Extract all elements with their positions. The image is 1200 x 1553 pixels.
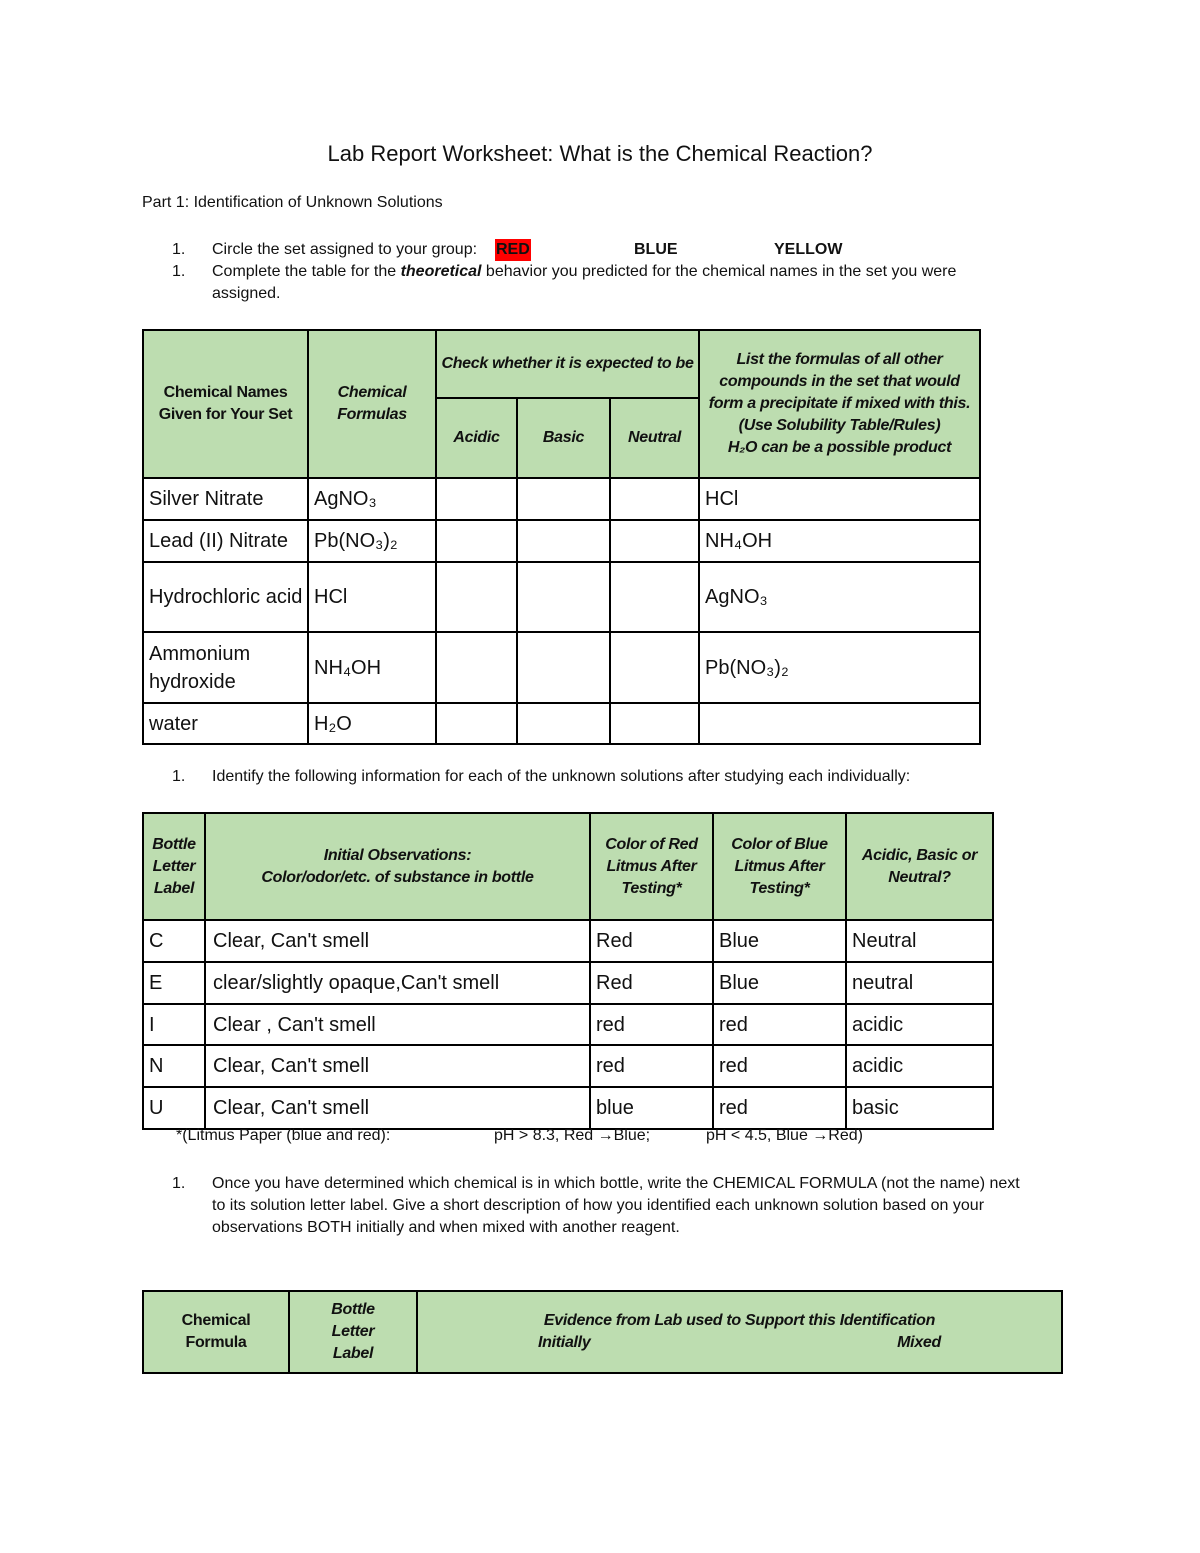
observation-cell[interactable]: Clear, Can't smell [205, 1045, 590, 1087]
instruction-text: Circle the set assigned to your group: [212, 241, 478, 258]
acidic-check-cell[interactable] [436, 703, 517, 744]
acidic-check-cell[interactable] [436, 520, 517, 562]
table-row [143, 632, 980, 703]
table-row [143, 1045, 993, 1087]
header-precipitate-list [699, 330, 980, 478]
header-basic: Basic [517, 398, 610, 478]
precipitate-cell[interactable]: NH₄OH [699, 520, 980, 562]
observation-cell[interactable]: Clear, Can't smell [205, 920, 590, 962]
chemical-formula-cell: AgNO₃ [308, 478, 436, 520]
acidic-check-cell[interactable] [436, 478, 517, 520]
precipitate-cell[interactable]: HCl [699, 478, 980, 520]
instruction-write-formula [172, 1173, 1072, 1239]
list-number: 1. [172, 241, 186, 258]
table-row [143, 962, 993, 1004]
header-chemical-names: Chemical Names Given for Your Set [143, 330, 308, 478]
header-precipitate-line3: H₂O can be a possible product [727, 439, 952, 456]
header-evidence-subcolumns [418, 1332, 1061, 1354]
basic-check-cell[interactable] [517, 520, 610, 562]
red-litmus-cell[interactable]: Red [590, 962, 713, 1004]
part1-heading: Part 1: Identification of Unknown Solutions [142, 194, 443, 211]
chemical-formula-cell: H₂O [308, 703, 436, 744]
blue-litmus-cell[interactable]: Blue [713, 962, 846, 1004]
header-precipitate-line1: List the formulas of all other compounds in the set that would form a precipitate if mixed with this. [708, 351, 971, 412]
header-bottle-label: Bottle Letter Label [289, 1291, 417, 1373]
acidity-cell[interactable]: neutral [846, 962, 993, 1004]
neutral-check-cell[interactable] [610, 478, 699, 520]
header-neutral: Neutral [610, 398, 699, 478]
instruction-text-line2: to its solution letter label. Give a short description of how you identified each unknown solution based on your [212, 1197, 985, 1214]
red-litmus-cell[interactable]: blue [590, 1087, 713, 1129]
theoretical-behavior-table [142, 329, 981, 745]
set-option-red[interactable]: RED [495, 239, 531, 261]
instruction-identify-unknowns [172, 766, 1072, 788]
acidic-check-cell[interactable] [436, 562, 517, 632]
chemical-formula-cell: Pb(NO₃)₂ [308, 520, 436, 562]
table-row [143, 562, 980, 632]
header-red-litmus: Color of Red Litmus After Testing* [590, 813, 713, 920]
basic-check-cell[interactable] [517, 632, 610, 703]
acidity-cell[interactable]: Neutral [846, 920, 993, 962]
header-acidic-basic-neutral: Acidic, Basic or Neutral? [846, 813, 993, 920]
observation-cell[interactable]: clear/slightly opaque,Can't smell [205, 962, 590, 1004]
bottle-label-cell: N [143, 1045, 205, 1087]
instruction-text-pre: Complete the table for the [212, 263, 401, 280]
basic-check-cell[interactable] [517, 562, 610, 632]
observation-cell[interactable]: Clear, Can't smell [205, 1087, 590, 1129]
acidic-check-cell[interactable] [436, 632, 517, 703]
neutral-check-cell[interactable] [610, 632, 699, 703]
blue-litmus-cell[interactable]: red [713, 1045, 846, 1087]
header-chemical-formulas: Chemical Formulas [308, 330, 436, 478]
instruction-complete-table [172, 261, 1072, 305]
acidity-cell[interactable]: acidic [846, 1045, 993, 1087]
header-initial-observations [205, 813, 590, 920]
red-litmus-cell[interactable]: Red [590, 920, 713, 962]
instruction-text [212, 261, 956, 283]
chemical-name-cell: Lead (II) Nitrate [143, 520, 308, 562]
instruction-text-line2: assigned. [212, 285, 281, 302]
header-mixed: Mixed [897, 1334, 941, 1351]
header-observations-line1: Initial Observations: [323, 846, 472, 864]
header-observations-line2: Color/odor/etc. of substance in bottle [261, 868, 534, 886]
unknown-solutions-table [142, 812, 994, 1130]
header-initially: Initially [538, 1334, 591, 1351]
instruction-circle-set [172, 239, 1072, 261]
instruction-text-line3: observations BOTH initially and when mixed with another reagent. [212, 1219, 680, 1236]
table-row [143, 1087, 993, 1129]
blue-litmus-cell[interactable]: red [713, 1004, 846, 1045]
bottle-label-cell: E [143, 962, 205, 1004]
table-row [143, 520, 980, 562]
chemical-name-cell: Silver Nitrate [143, 478, 308, 520]
header-bottle-label: Bottle Letter Label [143, 813, 205, 920]
neutral-check-cell[interactable] [610, 703, 699, 744]
bottle-label-cell: U [143, 1087, 205, 1129]
observation-cell[interactable]: Clear , Can't smell [205, 1004, 590, 1045]
chemical-name-cell: Ammonium hydroxide [143, 632, 308, 703]
page-title: Lab Report Worksheet: What is the Chemical Reaction? [327, 141, 873, 166]
table-row [143, 920, 993, 962]
header-precipitate-line2: (Use Solubility Table/Rules) [738, 417, 941, 434]
litmus-note-part2: pH > 8.3, Red →Blue; [494, 1127, 651, 1144]
set-option-blue[interactable]: BLUE [634, 241, 678, 258]
neutral-check-cell[interactable] [610, 562, 699, 632]
table-row [143, 703, 980, 744]
identification-evidence-table [142, 1290, 1063, 1374]
instruction-emphasis: theoretical [400, 263, 482, 280]
acidity-cell[interactable]: acidic [846, 1004, 993, 1045]
red-litmus-cell[interactable]: red [590, 1004, 713, 1045]
blue-litmus-cell[interactable]: Blue [713, 920, 846, 962]
precipitate-cell[interactable]: AgNO₃ [699, 562, 980, 632]
instruction-text: Identify the following information for each of the unknown solutions after studying each individually: [212, 768, 911, 785]
table-row [143, 478, 980, 520]
chemical-formula-cell: HCl [308, 562, 436, 632]
set-option-yellow[interactable]: YELLOW [774, 241, 843, 258]
header-expected-check: Check whether it is expected to be [436, 330, 699, 398]
red-litmus-cell[interactable]: red [590, 1045, 713, 1087]
chemical-name-cell: Hydrochloric acid [143, 562, 308, 632]
header-evidence-title: Evidence from Lab used to Support this Identification [543, 1312, 936, 1329]
basic-check-cell[interactable] [517, 703, 610, 744]
list-number: 1. [172, 263, 186, 280]
litmus-note-part1: *(Litmus Paper (blue and red): [176, 1127, 391, 1144]
list-number: 1. [172, 1175, 186, 1192]
litmus-note-part3: pH < 4.5, Blue →Red) [706, 1127, 863, 1144]
bottle-label-cell: I [143, 1004, 205, 1045]
header-evidence [417, 1291, 1062, 1373]
instruction-text-post: behavior you predicted for the chemical names in the set you were [481, 263, 957, 280]
chemical-name-cell: water [143, 703, 308, 744]
list-number: 1. [172, 768, 186, 785]
basic-check-cell[interactable] [517, 478, 610, 520]
neutral-check-cell[interactable] [610, 520, 699, 562]
table-row [143, 1004, 993, 1045]
instruction-text-line1: Once you have determined which chemical is in which bottle, write the CHEMICAL FORMULA (not the name) next [212, 1175, 1020, 1192]
chemical-formula-cell: NH₄OH [308, 632, 436, 703]
header-acidic: Acidic [436, 398, 517, 478]
acidity-cell[interactable]: basic [846, 1087, 993, 1129]
precipitate-cell[interactable] [699, 703, 980, 744]
header-blue-litmus: Color of Blue Litmus After Testing* [713, 813, 846, 920]
header-chemical-formula: Chemical Formula [143, 1291, 289, 1373]
bottle-label-cell: C [143, 920, 205, 962]
blue-litmus-cell[interactable]: red [713, 1087, 846, 1129]
precipitate-cell[interactable]: Pb(NO₃)₂ [699, 632, 980, 703]
